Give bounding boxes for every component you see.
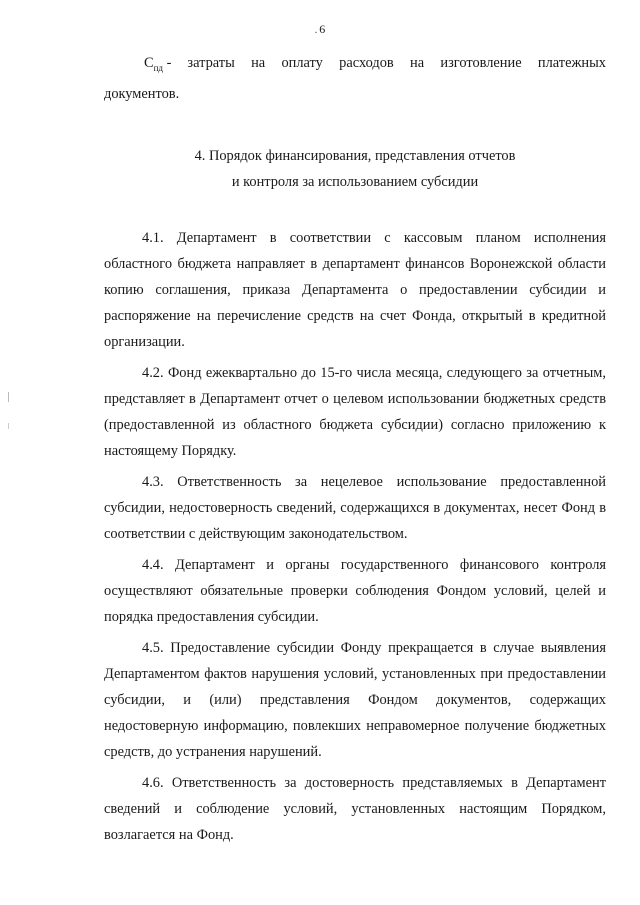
section-body [104,225,606,848]
document-body [104,50,606,853]
page-number [0,22,640,37]
scan-margin-mark-2 [8,423,9,429]
paragraph-4-3: 4.3. Ответственность за нецелевое использование предоставленной субсидии, недостоверность сведений, содержащихся в документах, несет Фонд в соответствии с действующим законодательством. [104,473,606,542]
section-heading-line-2: и контроля за использованием субсидии [231,173,479,190]
paragraph-4-2: 4.2. Фонд ежеквартально до 15-го числа месяца, следующего за отчетным, представляет в Департамент отчет о целевом использовании бюджетных средств (предоставленной из областного бюджета субсидии) согласно приложению к настоящему Порядку. [104,364,606,459]
formula-symbol: $С_{пд}$ - [144,55,172,73]
formula-subscript: пд [153,62,164,73]
page-number-value: 6 [319,22,326,36]
formula-definition [104,50,606,81]
scan-margin-mark [8,392,9,402]
section-heading [104,143,606,195]
formula-definition-continuation: документов. [104,85,180,102]
paragraph-4-6: 4.6. Ответственность за достоверность представляемых в Департамент сведений и соблюдение условий, установленных настоящим Порядком, возлагается на Фонд. [104,774,606,843]
paragraph-4-4: 4.4. Департамент и органы государственного финансового контроля осуществляют обязательные проверки соблюдения Фондом условий, целей и порядка предоставления субсидии. [104,556,606,625]
paragraph-4-1: 4.1. Департамент в соответствии с кассовым планом исполнения областного бюджета направляет в департамент финансов Воронежской области копию соглашения, приказа Департамента о предоставлении субсидии и распоряжение на перечисление средств на счет Фонда, открытый в кредитной организации. [104,229,606,350]
formula-definition-text: затраты на оплату расходов на изготовление платежных [187,55,606,71]
paragraph-4-5: 4.5. Предоставление субсидии Фонду прекращается в случае выявления Департаментом фактов нарушения условий, установленных при предоставлении субсидии, и (или) представления Фондом документов, содержащих недостоверную информацию, повлекших неправомерное получение бюджетных средств, до устранения нарушений. [104,639,606,760]
formula-dash: - [166,55,172,71]
section-heading-line-1: 4. Порядок финансирования, представления отчетов [194,147,516,164]
page-number-prefix: . [314,25,318,36]
